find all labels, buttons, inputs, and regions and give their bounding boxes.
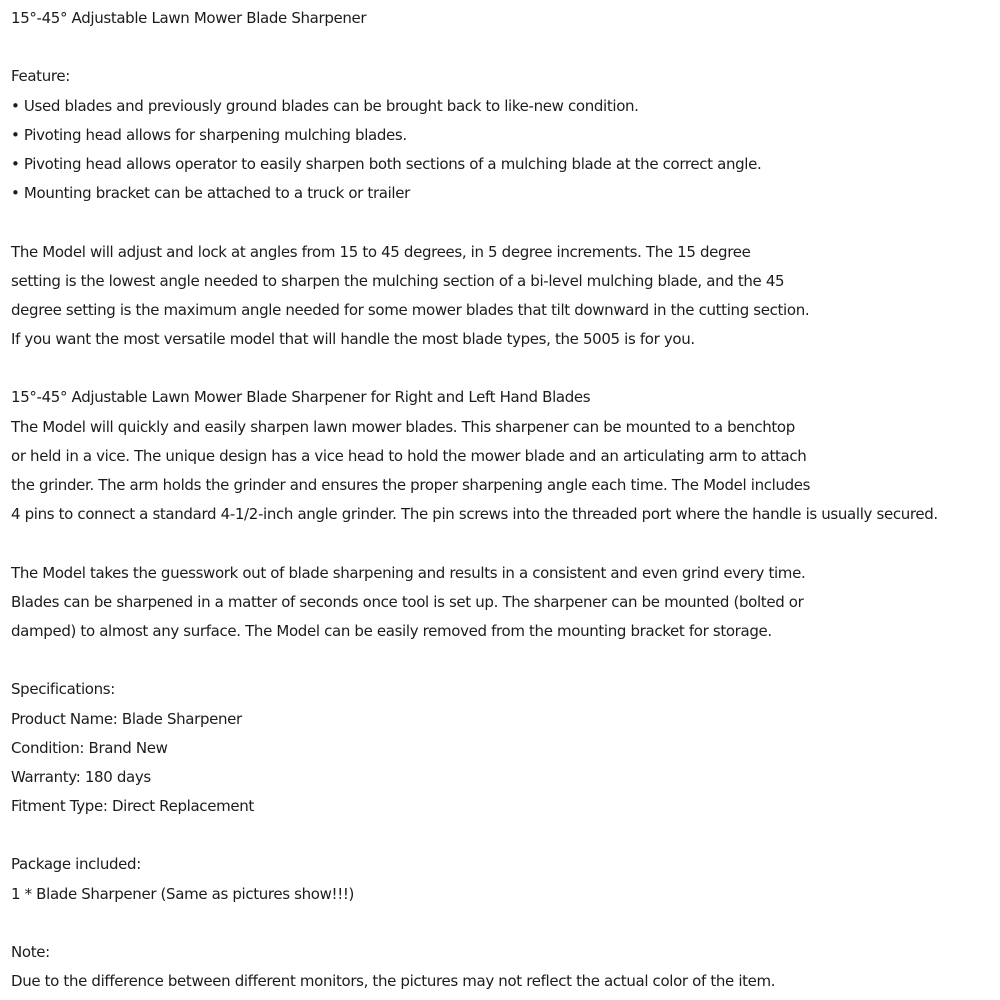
spec-item: Warranty: 180 days <box>11 767 151 786</box>
note-item: Due to the difference between different monitors, the pictures may not reflect the actual color of the item. <box>11 972 776 991</box>
spec-item: Product Name: Blade Sharpener <box>11 709 242 728</box>
specifications-section <box>11 675 996 821</box>
specifications-heading: Specifications: <box>11 680 115 699</box>
paragraph-line: If you want the most versatile model that will handle the most blade types, the 5005 is for you. <box>11 330 695 349</box>
product-description <box>11 4 996 996</box>
paragraph-line: 4 pins to connect a standard 4-1/2-inch angle grinder. The pin screws into the threaded port where the handle is usually secured. <box>11 505 938 524</box>
note-section <box>11 938 996 996</box>
benefit-paragraph <box>11 559 996 647</box>
feature-bullet: • Used blades and previously ground blades can be brought back to like-new condition. <box>11 96 639 115</box>
blank-line <box>11 909 996 938</box>
usage-paragraph <box>11 383 996 529</box>
feature-bullet: • Pivoting head allows operator to easily sharpen both sections of a mulching blade at the correct angle. <box>11 154 762 173</box>
paragraph-line: or held in a vice. The unique design has a vice head to hold the mower blade and an articulating arm to attach <box>11 446 807 465</box>
blank-line <box>11 33 996 62</box>
feature-section <box>11 62 996 208</box>
paragraph-line: 15°-45° Adjustable Lawn Mower Blade Sharpener for Right and Left Hand Blades <box>11 388 591 407</box>
spec-item: Condition: Brand New <box>11 738 168 757</box>
paragraph-line: Blades can be sharpened in a matter of seconds once tool is set up. The sharpener can be mounted (bolted or <box>11 592 804 611</box>
package-section <box>11 850 996 908</box>
package-item: 1 * Blade Sharpener (Same as pictures show!!!) <box>11 884 355 903</box>
paragraph-line: damped) to almost any surface. The Model can be easily removed from the mounting bracket for storage. <box>11 621 772 640</box>
blank-line <box>11 208 996 237</box>
blank-line <box>11 646 996 675</box>
paragraph-line: setting is the lowest angle needed to sharpen the mulching section of a bi-level mulching blade, and the 45 <box>11 271 785 290</box>
angle-paragraph <box>11 238 996 355</box>
feature-bullet: • Pivoting head allows for sharpening mulching blades. <box>11 125 407 144</box>
feature-bullet: • Mounting bracket can be attached to a truck or trailer <box>11 184 410 203</box>
blank-line <box>11 821 996 850</box>
feature-heading: Feature: <box>11 67 70 86</box>
note-heading: Note: <box>11 943 50 961</box>
paragraph-line: The Model takes the guesswork out of blade sharpening and results in a consistent and even grind every time. <box>11 563 806 582</box>
paragraph-line: the grinder. The arm holds the grinder and ensures the proper sharpening angle each time. The Model includes <box>11 476 811 494</box>
paragraph-line: The Model will quickly and easily sharpen lawn mower blades. This sharpener can be mounted to a benchtop <box>11 417 795 436</box>
product-title: 15°-45° Adjustable Lawn Mower Blade Sharpener <box>11 9 367 27</box>
paragraph-line: degree setting is the maximum angle needed for some mower blades that tilt downward in the cutting section. <box>11 300 810 319</box>
blank-line <box>11 354 996 383</box>
paragraph-line: The Model will adjust and lock at angles from 15 to 45 degrees, in 5 degree increments. The 15 degree <box>11 242 751 261</box>
package-heading: Package included: <box>11 855 141 874</box>
blank-line <box>11 529 996 558</box>
spec-item: Fitment Type: Direct Replacement <box>11 797 254 816</box>
